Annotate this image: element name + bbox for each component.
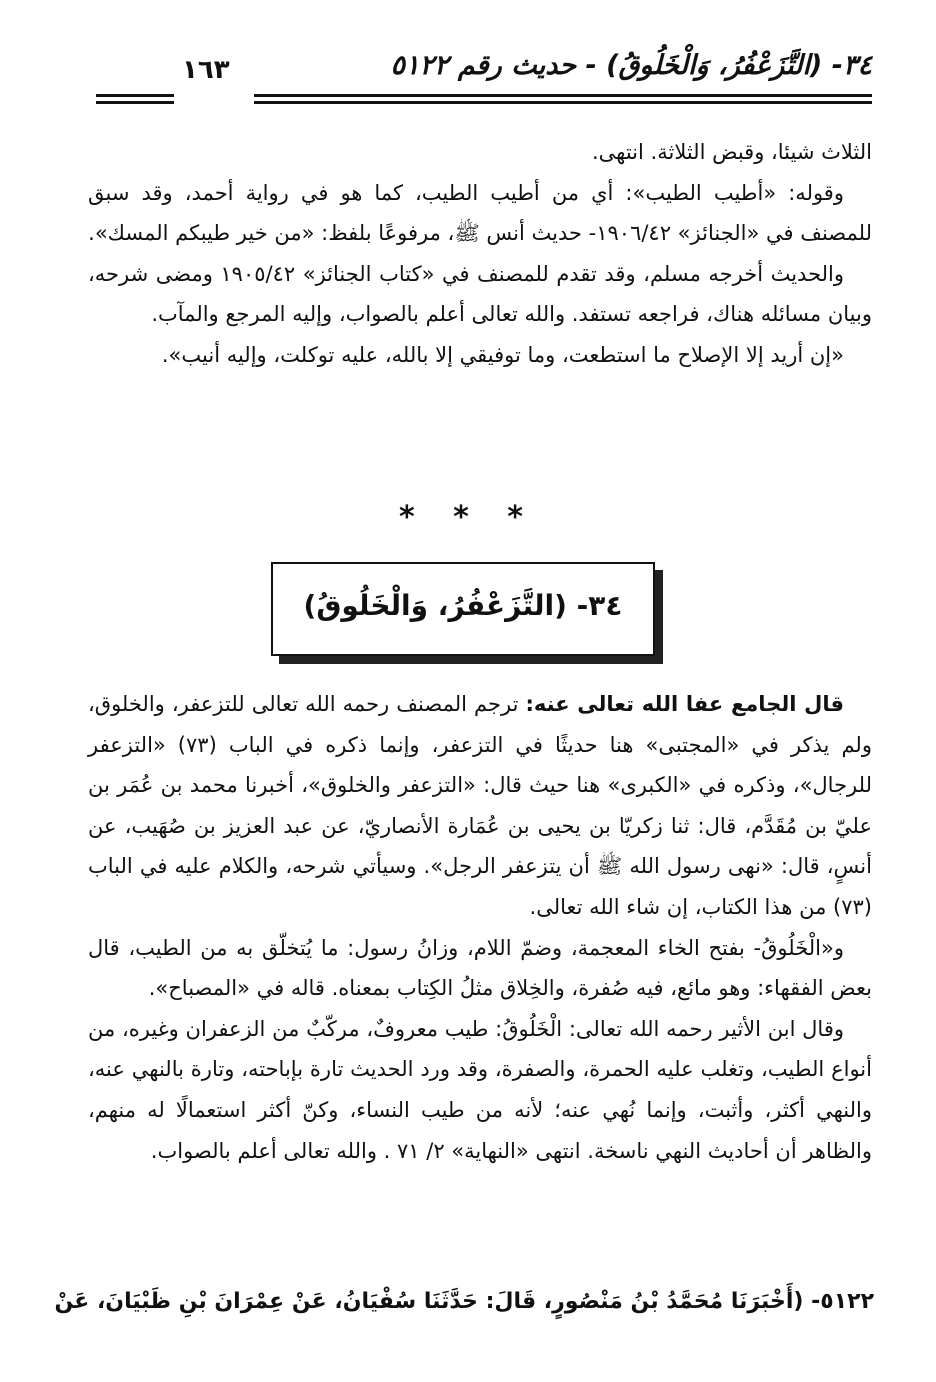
header-rule-right-bottom (254, 101, 872, 104)
paragraph-continuation: الثلاث شيئا، وقبض الثلاثة. انتهى. (591, 140, 872, 164)
paragraph-ibn-athir: وقال ابن الأثير رحمه الله تعالى: الْخَلُوقُ: طيب معروفٌ، مركّبٌ من الزعفران وغيره، من أنواع الطيب، وتغلب عليه الحمرة، والصفرة، وقد ورد الحديث تارة بإباحته، وتارة بالنهي عنه، والنهي أكثر، وأثبت، وإنما نُهي عنه؛ لأنه من طيب النساء، وكنّ أكثر استعمالًا له منهم، والظاهر أن أحاديث النهي ناسخة. انتهى «النهاية» ٢/ ٧١ . والله تعالى أعلم بالصواب. (88, 1016, 872, 1163)
compiler-lead: قال الجامع عفا الله تعالى عنه: (525, 692, 844, 716)
commentary-block (88, 684, 872, 1171)
chapter-heading-box (271, 562, 655, 656)
section-separator: * * * (399, 500, 537, 535)
chapter-title: ٣٤- (التَّزَعْفُرُ، وَالْخَلُوقُ) (303, 589, 623, 622)
hadith-text: ٥١٢٢- (أَخْبَرَنَا مُحَمَّدُ بْنُ مَنْصُورٍ، قَالَ: حَدَّثَنَا سُفْيَانُ، عَنْ عِمْرَانَ بْنِ ظَبْيَانَ، عَنْ (54, 1289, 874, 1314)
page-number: ١٦٣ (182, 55, 230, 85)
header-rule-left-bottom (96, 101, 174, 104)
paragraph-compiler-note (88, 684, 872, 928)
header-rule-left-top (96, 94, 174, 97)
header-rule-right-top (254, 94, 872, 97)
header-title: ٣٤- (التَّزَعْفُرُ، وَالْخَلُوقُ) - حديث رقم ٥١٢٢ (390, 50, 872, 81)
paragraph-khaluq-definition: و«الْخَلُوقُ- بفتح الخاء المعجمة، وضمّ اللام، وزانُ رسول: ما يُتخلّق به من الطيب، قال بعض الفقهاء: وهو مائع، فيه صُفرة، والخِلاق مثلُ الكِتاب بمعناه. قاله في «المصباح». (88, 935, 872, 1001)
paragraph-atyab-tayyib: وقوله: «أطيب الطيب»: أي من أطيب الطيب، كما هو في رواية أحمد، وقد سبق للمصنف في «الجنائز» ١٩٠٦/٤٢- حديث أنس ﷺ، مرفوعًا بلفظ: «من خير طيبكم المسك». (88, 180, 872, 246)
paragraph-hadith-source: والحديث أخرجه مسلم، وقد تقدم للمصنف في «كتاب الجنائز» ١٩٠٥/٤٢ ومضى شرحه، وبيان مسائله هناك، فراجعه تستفد. والله تعالى أعلم بالصواب، وإليه المرجع والمآب. (88, 261, 872, 327)
paragraph-closing-quote: «إن أريد إلا الإصلاح ما استطعت، وما توفيقي إلا بالله، عليه توكلت، وإليه أنيب». (161, 342, 844, 367)
compiler-note-text: ترجم المصنف رحمه الله تعالى للتزعفر، والخلوق، ولم يذكر في «المجتبى» هنا حديثًا في التزعفر، وإنما ذكره في الباب (٧٣) «التزعفر للرجال»، وذكره في «الكبرى» هنا حيث قال: «التزعفر والخلوق»، أخبرنا محمد بن عُمَر بن عليّ بن مُقَدَّم، قال: ثنا زكريّا بن يحيى بن عُمَارة الأنصاريّ، عن عبد العزيز بن صُهَيب، عن أنسٍ، قال: «نهى رسول الله ﷺ أن يتزعفر الرجل». وسيأتي شرحه، والكلام عليه في الباب (٧٣) من هذا الكتاب، إن شاء الله تعالى. (88, 692, 872, 919)
top-text-block (88, 132, 872, 376)
running-header (86, 46, 872, 100)
